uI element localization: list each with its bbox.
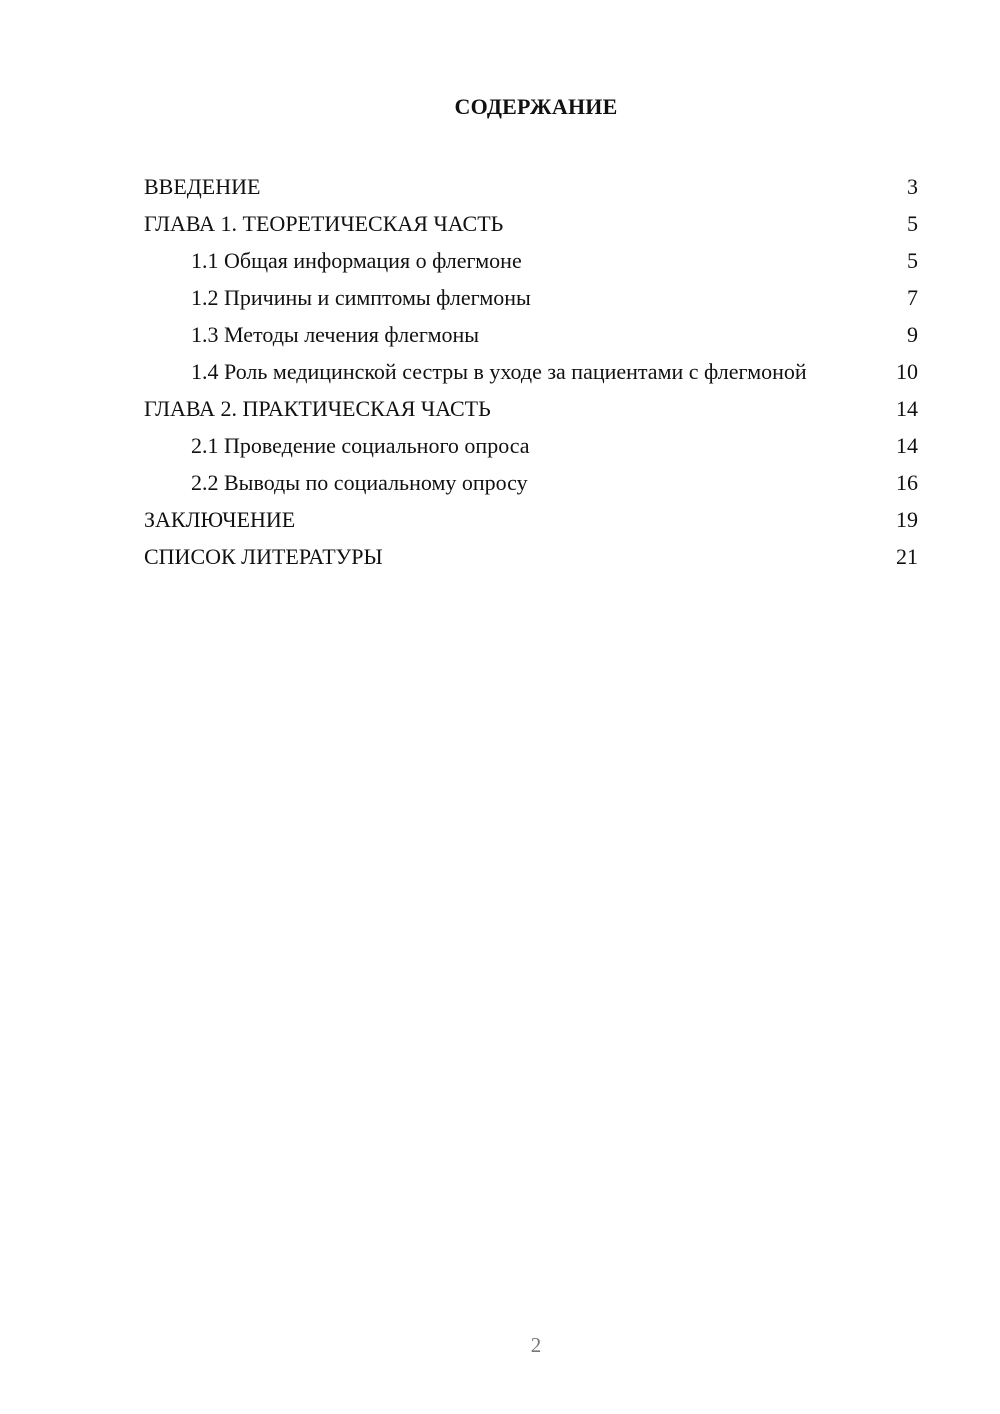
toc-entry-references[interactable] bbox=[144, 538, 918, 575]
toc-entry-page: 19 bbox=[896, 507, 918, 532]
toc-entry-page: 14 bbox=[896, 433, 918, 458]
toc-entry-text: 1.2 Причины и симптомы флегмоны bbox=[191, 285, 531, 310]
toc-entry-section-1-3[interactable] bbox=[144, 316, 918, 353]
page-number: 2 bbox=[530, 1333, 542, 1357]
toc-entry-text: ГЛАВА 1. ТЕОРЕТИЧЕСКАЯ ЧАСТЬ bbox=[144, 211, 504, 236]
toc-entry-text: СПИСОК ЛИТЕРАТУРЫ bbox=[144, 544, 383, 569]
toc-entry-text: 1.3 Методы лечения флегмоны bbox=[191, 322, 480, 347]
toc-entry-page: 21 bbox=[896, 544, 918, 569]
toc-entry-section-1-4[interactable] bbox=[144, 353, 918, 390]
toc-entry-text: 1.4 Роль медицинской сестры в уходе за пациентами с флегмоной bbox=[191, 359, 807, 384]
toc-title: СОДЕРЖАНИЕ bbox=[454, 94, 618, 119]
toc-entry-text: 2.2 Выводы по социальному опросу bbox=[191, 470, 528, 495]
toc-entry-section-2-2[interactable] bbox=[144, 464, 918, 501]
toc-entry-page: 3 bbox=[907, 174, 918, 199]
table-of-contents bbox=[144, 168, 918, 575]
toc-entry-text: ЗАКЛЮЧЕНИЕ bbox=[144, 507, 296, 532]
toc-entry-text: ГЛАВА 2. ПРАКТИЧЕСКАЯ ЧАСТЬ bbox=[144, 396, 491, 421]
toc-entry-section-1-1[interactable] bbox=[144, 242, 918, 279]
toc-entry-text: 2.1 Проведение социального опроса bbox=[191, 433, 530, 458]
toc-entry-chapter-1[interactable] bbox=[144, 205, 918, 242]
toc-entry-page: 10 bbox=[896, 359, 918, 384]
toc-entry-page: 5 bbox=[907, 248, 918, 273]
toc-entry-chapter-2[interactable] bbox=[144, 390, 918, 427]
toc-entry-text: ВВЕДЕНИЕ bbox=[144, 174, 261, 199]
toc-entry-page: 16 bbox=[896, 470, 918, 495]
toc-entry-introduction[interactable] bbox=[144, 168, 918, 205]
toc-entry-text: 1.1 Общая информация о флегмоне bbox=[191, 248, 522, 273]
toc-entry-section-2-1[interactable] bbox=[144, 427, 918, 464]
toc-entry-page: 5 bbox=[907, 211, 918, 236]
toc-entry-page: 14 bbox=[896, 396, 918, 421]
toc-entry-page: 7 bbox=[907, 285, 918, 310]
toc-entry-section-1-2[interactable] bbox=[144, 279, 918, 316]
toc-entry-page: 9 bbox=[907, 322, 918, 347]
toc-entry-conclusion[interactable] bbox=[144, 501, 918, 538]
